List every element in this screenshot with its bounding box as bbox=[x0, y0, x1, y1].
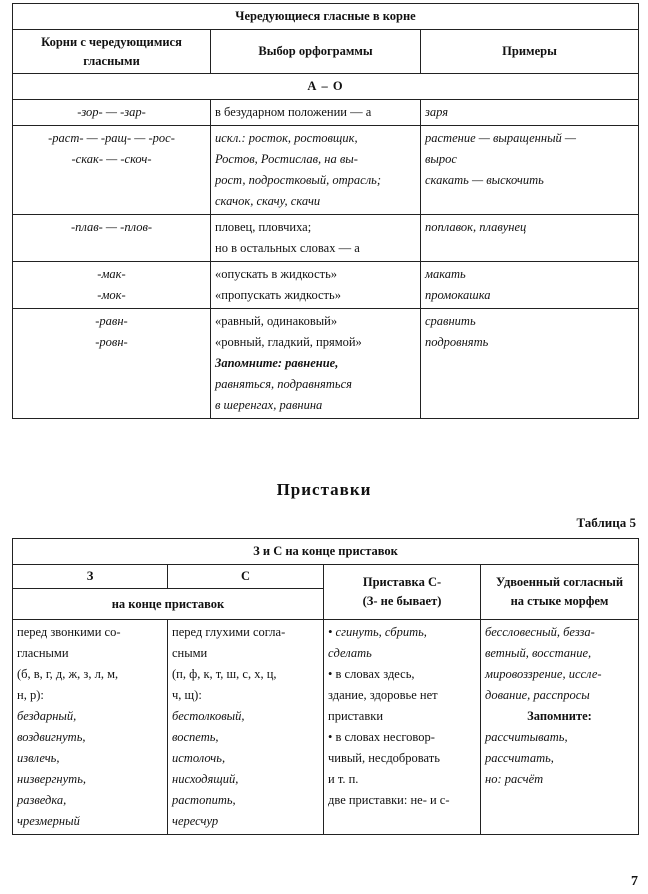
examples-cell: заря bbox=[421, 100, 639, 126]
page-number: 7 bbox=[631, 874, 638, 889]
alternating-vowels-table bbox=[12, 3, 639, 419]
examples-cell: растение — выращенный — вырос скакать — выскочить bbox=[421, 126, 639, 215]
rule-cell: «равный, одинаковый» «ровный, гладкий, прямой» Запомните: равнение, равняться, подравняться в шеренгах, равнина bbox=[211, 309, 421, 419]
prefix-s-cell: • сгинуть, сбрить, сделать • в словах здесь, здание, здоровье нет приставки • в словах несговор- чивый, несдобровать и т. п. две приставки: не- и с- bbox=[324, 620, 481, 835]
rule-cell: в безударном положении — а bbox=[211, 100, 421, 126]
roots-cell: -мак- -мок- bbox=[13, 262, 211, 309]
double-consonant-cell: бессловесный, безза- ветный, восстание, мировоззрение, иссле- дование, расспросы Запомните: рассчитывать, рассчитать, но: расчёт bbox=[481, 620, 639, 835]
subheader-prefix-end: на конце приставок bbox=[13, 589, 324, 620]
table-row bbox=[13, 215, 639, 262]
table-row bbox=[13, 100, 639, 126]
examples-cell: сравнить подровнять bbox=[421, 309, 639, 419]
section-title: Приставки bbox=[276, 480, 372, 499]
roots-cell: -зор- — -зар- bbox=[13, 100, 211, 126]
roots-cell: -плав- — -плов- bbox=[13, 215, 211, 262]
roots-cell: -равн- -ровн- bbox=[13, 309, 211, 419]
roots-cell: -раст- — -ращ- — -рос- -скак- — -скоч- bbox=[13, 126, 211, 215]
prefix-z-s-table bbox=[12, 538, 639, 835]
table-row bbox=[13, 126, 639, 215]
z-cell: перед звонкими со- гласными (б, в, г, д, ж, з, л, м, н, р): бездарный, воздвигнуть, извлечь, низвергнуть, разведка, чрезмерный bbox=[13, 620, 168, 835]
examples-cell: поплавок, плавунец bbox=[421, 215, 639, 262]
rule-cell: искл.: росток, ростовщик, Ростов, Ростислав, на вы- рост, подростковый, отрасль; скачок, скачу, скачи bbox=[211, 126, 421, 215]
table-label: Таблица 5 bbox=[576, 515, 636, 530]
table2-title: З и С на конце приставок bbox=[13, 539, 639, 565]
examples-cell: макать промокашка bbox=[421, 262, 639, 309]
header-roots: Корни с чередующимися гласными bbox=[13, 30, 211, 74]
header-rule: Выбор орфограммы bbox=[211, 30, 421, 74]
header-double-consonant: Удвоенный согласный на стыке морфем bbox=[481, 565, 639, 620]
rule-cell: «опускать в жидкость» «пропускать жидкость» bbox=[211, 262, 421, 309]
header-prefix-s: Приставка С- (З- не бывает) bbox=[324, 565, 481, 620]
table1-title: Чередующиеся гласные в корне bbox=[13, 4, 639, 30]
section-a-o: А – О bbox=[13, 74, 639, 100]
table-row bbox=[13, 620, 639, 835]
header-z: З bbox=[13, 565, 168, 589]
header-s: С bbox=[168, 565, 324, 589]
rule-cell: пловец, пловчиха; но в остальных словах — а bbox=[211, 215, 421, 262]
table-row bbox=[13, 309, 639, 419]
header-examples: Примеры bbox=[421, 30, 639, 74]
table-row bbox=[13, 262, 639, 309]
s-cell: перед глухими согла- сными (п, ф, к, т, ш, с, х, ц, ч, щ): бестолковый, воспеть, истолочь, нисходящий, растопить, чересчур bbox=[168, 620, 324, 835]
